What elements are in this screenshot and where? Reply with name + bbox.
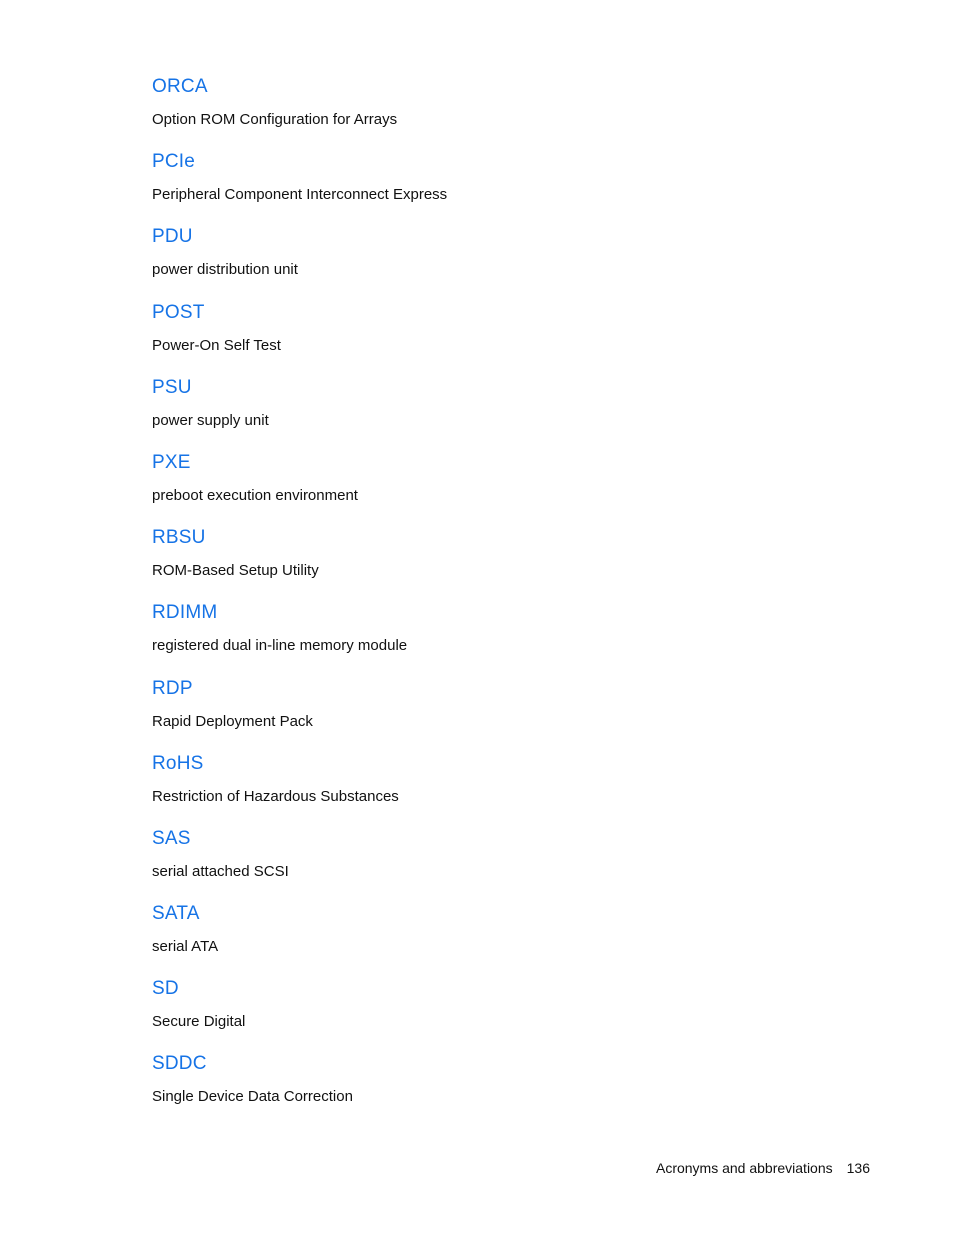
acronym-definition: power supply unit: [152, 411, 269, 429]
acronym-entry: [152, 76, 832, 151]
acronym-definition: Power-On Self Test: [152, 336, 281, 354]
acronym-entry: [152, 226, 832, 301]
acronym-definition: preboot execution environment: [152, 486, 358, 504]
acronym-definition: serial attached SCSI: [152, 862, 289, 880]
acronym-term[interactable]: SD: [152, 978, 179, 1000]
acronym-term[interactable]: RDIMM: [152, 602, 218, 624]
acronym-entry: [152, 151, 832, 226]
acronym-term[interactable]: RDP: [152, 677, 193, 699]
acronym-term[interactable]: SAS: [152, 827, 191, 849]
acronym-definition: power distribution unit: [152, 261, 298, 279]
acronym-entry: [152, 828, 832, 903]
page-number: 136: [846, 1160, 870, 1176]
acronym-definition: Secure Digital: [152, 1013, 246, 1031]
acronym-entry: [152, 1053, 832, 1128]
acronym-entry: [152, 527, 832, 602]
acronym-term[interactable]: PCIe: [152, 151, 196, 173]
acronym-term[interactable]: ORCA: [152, 76, 208, 97]
acronym-entry: [152, 377, 832, 452]
acronym-term[interactable]: SDDC: [152, 1053, 207, 1075]
acronym-entry: [152, 302, 832, 377]
acronym-entry: [152, 602, 832, 677]
acronym-term[interactable]: POST: [152, 301, 205, 323]
acronym-term[interactable]: PSU: [152, 376, 192, 398]
acronym-term[interactable]: PDU: [152, 226, 193, 248]
acronym-definition: registered dual in-line memory module: [152, 637, 408, 655]
acronym-term[interactable]: RoHS: [152, 752, 204, 774]
acronym-definition: Restriction of Hazardous Substances: [152, 787, 399, 805]
page-footer: [656, 1159, 870, 1177]
footer-section-title: Acronyms and abbreviations: [655, 1160, 833, 1176]
acronym-term[interactable]: PXE: [152, 451, 191, 473]
acronym-definition: ROM-Based Setup Utility: [152, 562, 319, 580]
acronym-entry: [152, 978, 832, 1053]
acronym-list: [152, 76, 832, 1129]
acronym-entry: [152, 678, 832, 753]
acronym-entry: [152, 452, 832, 527]
acronym-definition: Single Device Data Correction: [152, 1088, 353, 1106]
acronym-entry: [152, 753, 832, 828]
acronym-entry: [152, 903, 832, 978]
acronym-definition: Rapid Deployment Pack: [152, 712, 313, 730]
acronym-definition: Peripheral Component Interconnect Express: [152, 186, 448, 204]
acronym-definition: Option ROM Configuration for Arrays: [152, 111, 398, 128]
acronym-term[interactable]: RBSU: [152, 527, 206, 549]
acronym-definition: serial ATA: [152, 938, 219, 956]
acronym-term[interactable]: SATA: [152, 903, 200, 925]
